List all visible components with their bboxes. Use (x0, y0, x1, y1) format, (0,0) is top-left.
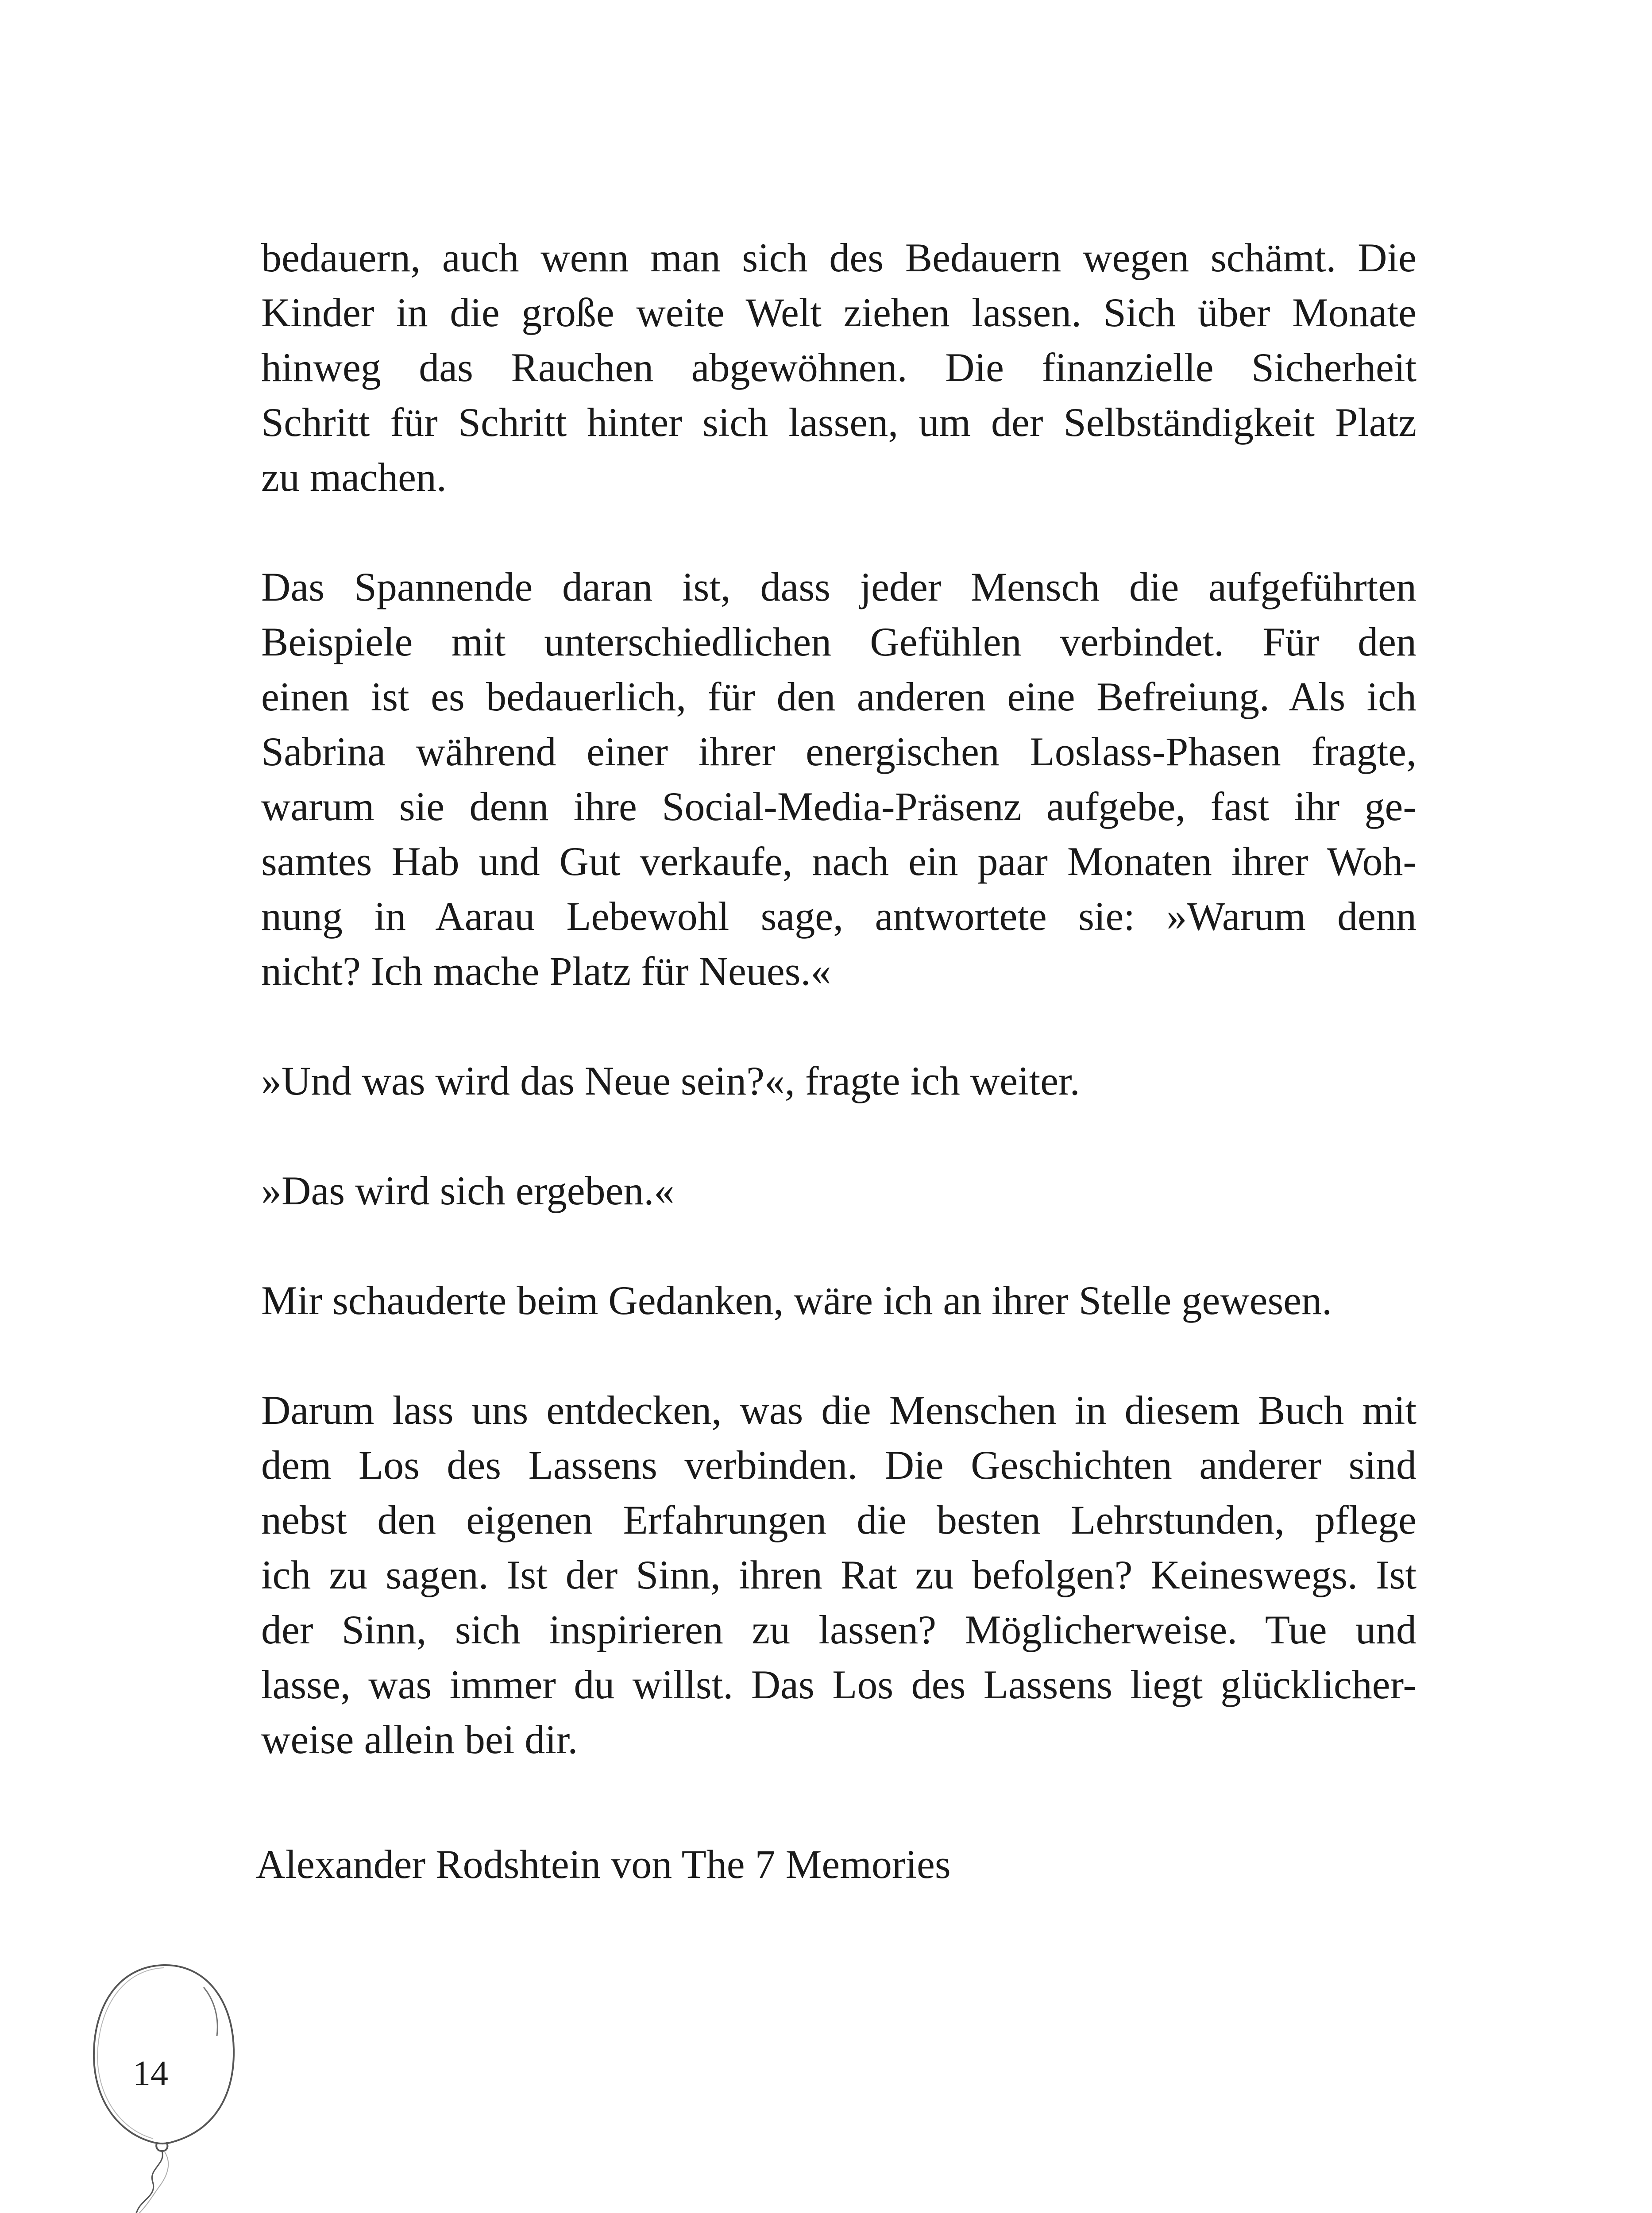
paragraph (261, 230, 1417, 505)
paragraph (261, 1053, 1417, 1108)
text-line: einen ist es bedauerlich, für den anderen eine Befreiung. Als ich (261, 674, 1417, 719)
paragraph (261, 1163, 1417, 1218)
author-signature: Alexander Rodshtein von The 7 Memories (256, 1842, 951, 1887)
body-text (261, 230, 1417, 1767)
text-line: warum sie denn ihre Social-Media-Präsenz aufgebe, fast ihr ge- (261, 784, 1417, 829)
text-line: weise allein bei dir. (261, 1717, 578, 1762)
text-line: nebst den eigenen Erfahrungen die besten Lehrstunden, pflege (261, 1497, 1417, 1542)
text-line: »Und was wird das Neue sein?«, fragte ich weiter. (261, 1058, 1080, 1103)
text-line: nung in Aarau Lebewohl sage, antwortete sie: »Warum denn (261, 894, 1417, 939)
text-line: Kinder in die große weite Welt ziehen lassen. Sich über Monate (261, 290, 1417, 335)
text-line: ich zu sagen. Ist der Sinn, ihren Rat zu befolgen? Keineswegs. Ist (261, 1552, 1417, 1597)
text-line: bedauern, auch wenn man sich des Bedauern wegen schämt. Die (261, 235, 1417, 280)
text-line: lasse, was immer du willst. Das Los des Lassens liegt glücklicher- (261, 1662, 1417, 1707)
text-line: samtes Hab und Gut verkaufe, nach ein paar Monaten ihrer Woh- (261, 839, 1417, 884)
text-line: Schritt für Schritt hinter sich lassen, um der Selbständigkeit Platz (261, 400, 1417, 445)
text-line: zu machen. (261, 455, 447, 500)
paragraph (261, 1273, 1417, 1328)
paragraph (261, 559, 1417, 999)
text-line: Beispiele mit unterschiedlichen Gefühlen verbindet. Für den (261, 619, 1417, 664)
text-line: Sabrina während einer ihrer energischen Loslass-Phasen fragte, (261, 729, 1417, 774)
text-line: der Sinn, sich inspirieren zu lassen? Möglicherweise. Tue und (261, 1607, 1417, 1652)
text-line: »Das wird sich ergeben.« (261, 1168, 675, 1213)
text-line: nicht? Ich mache Platz für Neues.« (261, 948, 831, 994)
text-line: Darum lass uns entdecken, was die Menschen in diesem Buch mit (261, 1388, 1417, 1433)
text-line: Mir schauderte beim Gedanken, wäre ich an ihrer Stelle gewesen. (261, 1278, 1332, 1323)
paragraph (261, 1383, 1417, 1767)
page-number: 14 (133, 2054, 168, 2093)
text-line: Das Spannende daran ist, dass jeder Mensch die aufgeführten (261, 564, 1417, 609)
text-line: hinweg das Rauchen abgewöhnen. Die finanzielle Sicherheit (261, 345, 1417, 390)
text-line: dem Los des Lassens verbinden. Die Geschichten anderer sind (261, 1442, 1417, 1488)
